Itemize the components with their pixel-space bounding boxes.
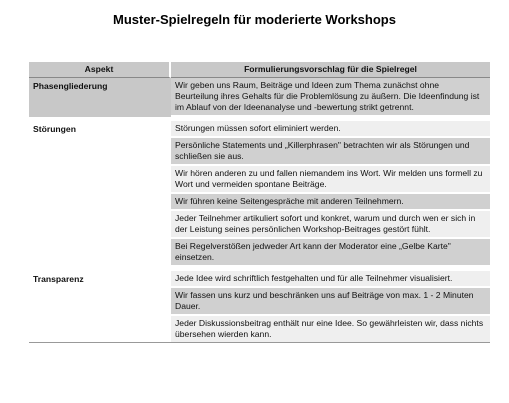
rule-text: Wir fassen uns kurz und beschränken uns auf Beiträge von max. 1 - 2 Minuten Dauer. [171,288,490,316]
rule-text: Jeder Diskussionsbeitrag enthält nur eine Idee. So gewährleisten wir, dass nichts übersehen wierden kann. [171,316,490,343]
rule-text: Störungen müssen sofort eliminiert werden. [171,121,490,138]
rule-text: Wir hören anderen zu und fallen niemandem ins Wort. Wir melden uns formell zu Wort und vermeiden spontane Beiträge. [171,166,490,194]
rule-text: Jeder Teilnehmer artikuliert sofort und konkret, warum und durch wen er sich in der Leistung seines persönlichen Workshop-Beitrages gestört fühlt. [171,211,490,239]
rule-text: Bei Regelverstößen jedweder Art kann der Moderator eine „Gelbe Karte" einsetzen. [171,239,490,267]
table-row [29,271,490,288]
rule-text: Wir geben uns Raum, Beiträge und Ideen zum Thema zunächst ohne Beurteilung ihres Gehalts für die Problemlösung zu äußern. Die Ideenfindung ist im Ablauf von der Ideenanalyse und -bewertung strikt getrennt. [171,78,490,117]
table-row [29,78,490,117]
aspect-label: Störungen [33,124,76,134]
aspect-label: Transparenz [29,271,171,343]
document-title: Muster-Spielregeln für moderierte Workshops [113,12,396,27]
rule-text: Wir führen keine Seitengespräche mit anderen Teilnehmern. [171,194,490,211]
rule-text: Jede Idee wird schriftlich festgehalten und für alle Teilnehmer visualisiert. [171,271,490,288]
rules-table [29,62,490,343]
aspect-label: Phasengliederung [29,78,171,117]
table-row [29,121,490,138]
rule-text: Persönliche Statements und „Killerphrasen" betrachten wir als Störungen und schließen sie aus. [171,138,490,166]
header-formulation: Formulierungsvorschlag für die Spielregel [171,62,490,78]
table-header-row [29,62,490,78]
header-aspect: Aspekt [29,62,171,78]
